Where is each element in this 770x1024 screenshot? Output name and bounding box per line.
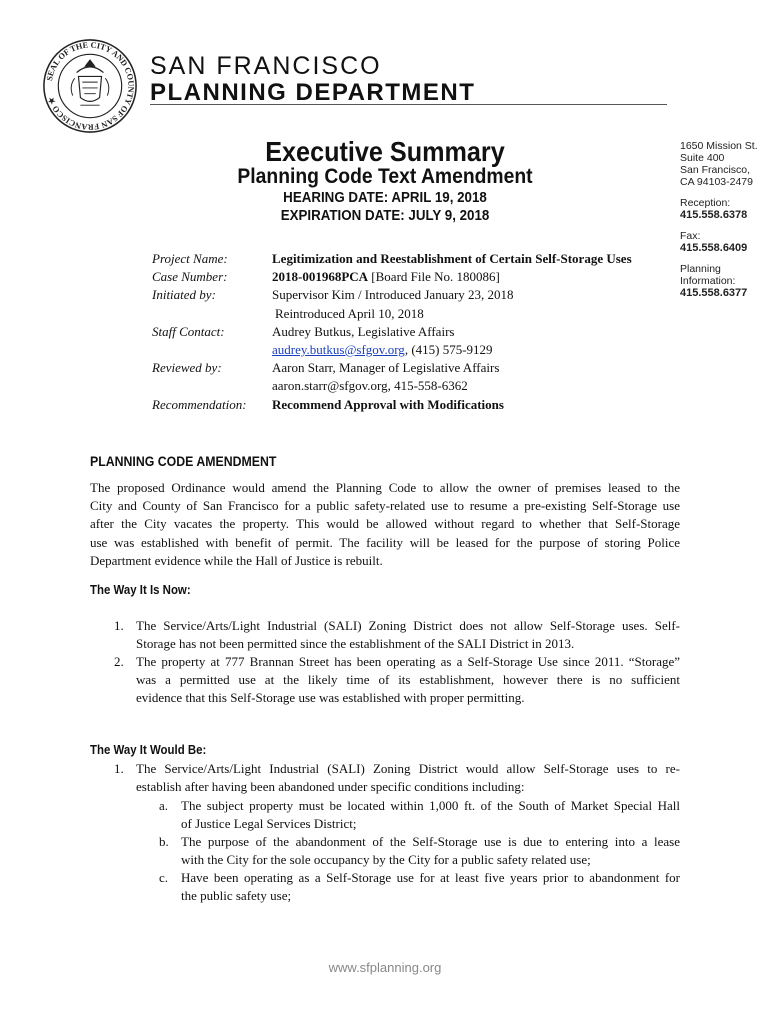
expiration-date: EXPIRATION DATE: JULY 9, 2018: [280, 208, 490, 224]
reviewer-contact: aaron.starr@sfgov.org, 415-558-6362: [272, 378, 468, 394]
recommendation: Recommend Approval with Modifications: [272, 396, 504, 412]
amendment-paragraph: [90, 479, 680, 570]
list-item-line: of Justice Legal Services District;: [181, 816, 357, 832]
address-line: San Francisco,: [680, 164, 751, 176]
info-label: Reviewed by:: [152, 360, 222, 376]
sub-list-item: [159, 797, 680, 835]
info-row-staff-contact: [152, 323, 632, 341]
reception-number: 415.558.6378: [680, 209, 748, 221]
fax-number: 415.558.6409: [680, 242, 748, 254]
department-name-line1: SAN FRANCISCO: [150, 52, 382, 80]
fax-label: Fax:: [680, 230, 701, 242]
reintroduced-date: Reintroduced April 10, 2018: [275, 305, 424, 321]
list-item-line: was a permitted use at the likely time of its establishment, however there is no sufficient: [136, 672, 680, 688]
planning-info-block: [680, 263, 768, 299]
address-line: Suite 400: [680, 152, 725, 164]
sub-list-item: [159, 833, 680, 871]
info-row-case-number: [152, 268, 632, 286]
list-item-line: The property at 777 Brannan Street has been operating as a Self-Storage Use since 2011. “Storage”: [136, 654, 680, 669]
info-label: Initiated by:: [152, 287, 216, 303]
contact-sidebar: [680, 140, 768, 308]
header-divider: [150, 104, 667, 105]
document-title: Executive Summary: [265, 136, 505, 167]
list-item: [114, 617, 680, 655]
board-file: [Board File No. 180086]: [371, 269, 500, 285]
paragraph-line: City and County of San Francisco for a public safety-related use to resume a pre-existing Self-Storage use: [90, 498, 680, 514]
info-row-reintroduced: [152, 305, 632, 323]
list-item-line: with the City for the sole occupancy by the City for a public safety related use;: [181, 852, 591, 868]
list-marker: b.: [159, 834, 169, 849]
list-item-line: The Service/Arts/Light Industrial (SALI) Zoning District does not allow Self-Storage uses. Self-: [136, 618, 680, 633]
list-item-line: The Service/Arts/Light Industrial (SALI) Zoning District would allow Self-Storage uses to re-: [136, 761, 680, 776]
staff-email-link[interactable]: audrey.butkus@sfgov.org: [272, 341, 405, 357]
reviewed-by: Aaron Starr, Manager of Legislative Affairs: [272, 360, 500, 376]
paragraph-line: Department evidence while the Hall of Justice is rebuilt.: [90, 552, 383, 568]
list-marker: a.: [159, 798, 169, 813]
info-label: Case Number:: [152, 269, 228, 285]
project-name: Legitimization and Reestablishment of Certain Self-Storage Uses: [272, 251, 632, 266]
list-item-line: The purpose of the abandonment of the Self-Storage use is due to entering into a lease: [181, 834, 680, 849]
list-marker: c.: [159, 870, 169, 885]
hearing-date: HEARING DATE: APRIL 19, 2018: [283, 190, 487, 206]
section-heading-now: The Way It Is Now:: [90, 582, 191, 597]
info-label: Project Name:: [152, 251, 228, 266]
staff-phone: , (415) 575-9129: [404, 341, 493, 357]
info-row-staff-email: [152, 341, 632, 359]
list-item: [114, 760, 680, 798]
address-block: [680, 140, 768, 188]
list-item-line: Storage has not been permitted since the establishment of the SALI District in 2013.: [136, 636, 575, 652]
list-item-line: The subject property must be located within 1,000 ft. of the South of Market Special Hall: [181, 798, 680, 813]
list-item-line: Have been operating as a Self-Storage use for at least five years prior to abandonment for: [181, 870, 680, 885]
list-marker: 2.: [114, 654, 124, 669]
list-item-line: establish after having been abandoned under specific conditions including:: [136, 779, 525, 795]
document-subtitle: Planning Code Text Amendment: [237, 165, 533, 188]
info-row-recommendation: [152, 396, 632, 414]
list-item-line: the public safety use;: [181, 888, 292, 904]
planning-label: Information:: [680, 275, 736, 287]
list-item-line: evidence that this Self-Storage use was established with proper permitting.: [136, 690, 525, 706]
section-heading-amendment: PLANNING CODE AMENDMENT: [90, 453, 277, 469]
list-marker: 1.: [114, 761, 124, 776]
paragraph-line: after the City vacates the property. This would be allowed without regard to whether that Self-Storage: [90, 516, 680, 532]
footer-url: www.sfplanning.org: [328, 960, 442, 975]
planning-label: Planning: [680, 263, 721, 275]
project-info-table: [152, 250, 632, 414]
info-row-project-name: [152, 250, 632, 268]
initiated-by: Supervisor Kim / Introduced January 23, 2018: [272, 287, 514, 303]
info-label: Recommendation:: [152, 396, 247, 412]
svg-text:SEAL OF THE CITY AND COUNTY OF: SEAL OF THE CITY AND COUNTY OF SAN FRANCISCO ★: [44, 40, 136, 132]
list-item: [114, 653, 680, 709]
city-seal-logo: [42, 38, 138, 134]
address-line: CA 94103-2479: [680, 176, 753, 188]
planning-number: 415.558.6377: [680, 287, 748, 299]
sub-list-item: [159, 869, 680, 907]
address-line: 1650 Mission St.: [680, 140, 758, 152]
info-label: Staff Contact:: [152, 323, 225, 339]
info-row-reviewed-by: [152, 359, 632, 377]
info-row-initiated-by: [152, 286, 632, 304]
paragraph-line: The proposed Ordinance would amend the Planning Code to allow the owner of premises leased to the: [90, 480, 680, 495]
paragraph-line: use was established with benefit of permit. The facility will be leased for the purpose of storing Police: [90, 534, 680, 550]
case-number: 2018-001968PCA: [272, 269, 369, 285]
staff-contact: Audrey Butkus, Legislative Affairs: [272, 323, 455, 339]
fax-block: [680, 230, 768, 254]
reception-label: Reception:: [680, 197, 731, 209]
info-row-reviewer-contact: [152, 377, 632, 395]
list-marker: 1.: [114, 618, 124, 633]
department-name-line2: PLANNING DEPARTMENT: [150, 79, 476, 106]
reception-block: [680, 197, 768, 221]
section-heading-would-be: The Way It Would Be:: [90, 742, 207, 757]
